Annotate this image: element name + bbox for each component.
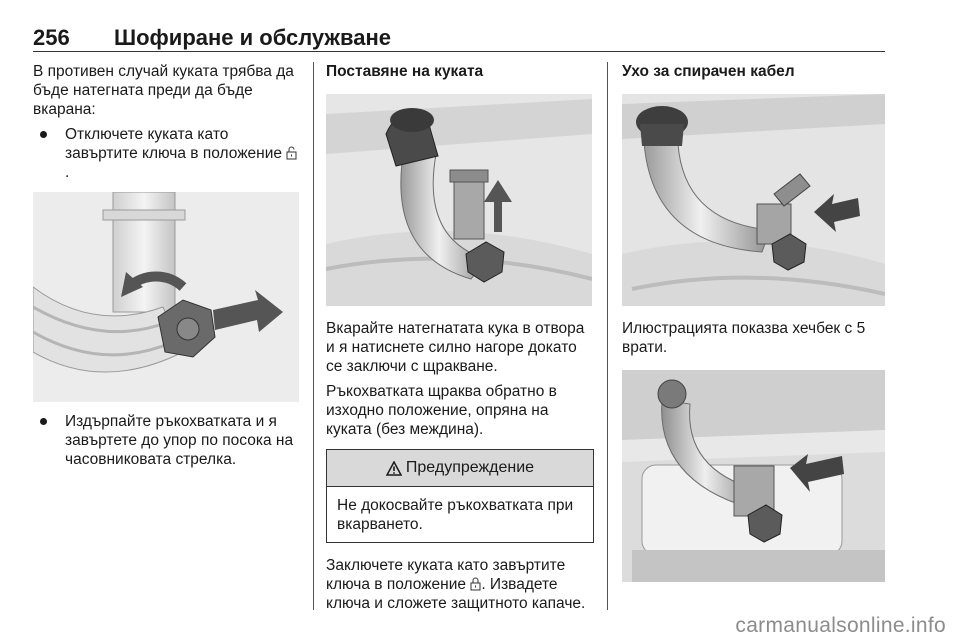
figure-release-handle [33, 192, 299, 402]
bullet-icon [40, 418, 47, 425]
figure-brake-cable-eye [622, 94, 885, 306]
figure-insert-hook [326, 94, 592, 306]
column-3 [622, 62, 886, 582]
column-1 [33, 62, 301, 469]
section-heading: Ухо за спирачен кабел [622, 63, 795, 80]
warning-triangle-icon [386, 461, 402, 476]
bullet-text: Отключете куката като завъртите ключа в положение [65, 126, 287, 162]
intro-paragraph: В противен случай куката трябва да бъде натегната преди да бъде вкарана: [33, 63, 294, 118]
warning-box [326, 449, 594, 543]
bullet-text: Издърпайте ръкохватката и я завъртете до упор по посока на часовниковата стрелка. [65, 413, 294, 468]
paragraph: Ръкохватката щраква обратно в изходно положение, опряна на куката (без междина). [326, 383, 557, 438]
page-header [33, 25, 885, 52]
paragraph-text: Заключете куката като завъртите ключа в положение [326, 557, 566, 593]
watermark: carmanualsonline.info [735, 614, 946, 637]
figure-hatchback-brake-eye [622, 370, 885, 582]
page-number: 256 [33, 25, 70, 50]
paragraph: Илюстрацията показва хечбек с 5 врати. [622, 320, 866, 356]
list-item [33, 412, 301, 469]
padlock-open-icon [286, 146, 297, 160]
column-divider [607, 62, 608, 610]
paragraph [326, 556, 594, 613]
chapter-title: Шофиране и обслужване [114, 25, 392, 50]
bullet-text-suffix: . [65, 164, 70, 181]
column-divider [313, 62, 314, 610]
paragraph: Вкарайте натегнатата кука в отвора и я натиснете силно нагоре докато се заключи с щракване. [326, 320, 585, 375]
padlock-closed-icon [470, 577, 481, 591]
bullet-icon [40, 131, 47, 138]
column-2 [326, 62, 594, 613]
paragraph-text-suffix: . Извадете ключа и сложете защитното капаче. [326, 576, 586, 612]
section-heading: Поставяне на куката [326, 63, 484, 80]
list-item [33, 125, 301, 182]
warning-title: Предупреждение [405, 459, 535, 476]
warning-header [327, 450, 593, 487]
warning-text: Не докосвайте ръкохватката при вкарването. [337, 497, 574, 533]
